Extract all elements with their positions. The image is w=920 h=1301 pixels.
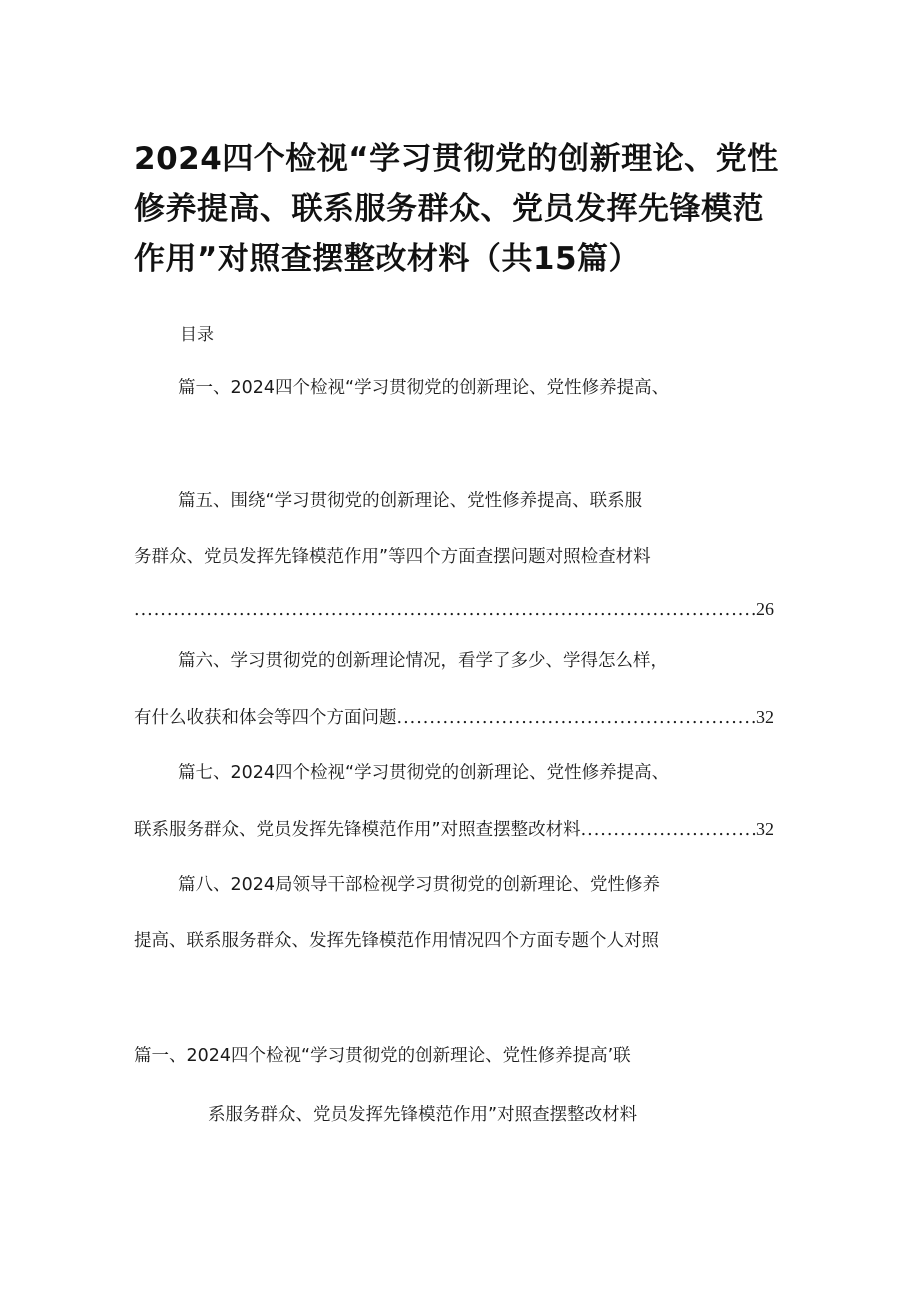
toc-item-7-page: 32	[756, 819, 774, 839]
toc-item-5-page: 26	[756, 599, 774, 619]
toc-item-6-page: 32	[756, 707, 774, 727]
document-title	[134, 134, 794, 284]
toc-item-8-line-1[interactable]: 篇八、2024局领导干部检视学习贯彻党的创新理论、党性修养	[178, 875, 661, 895]
toc-item-5-line-1[interactable]: 篇五、围绕“学习贯彻党的创新理论、党性修养提高、联系服	[178, 491, 643, 511]
toc-item-5-page-row[interactable]	[134, 597, 774, 622]
toc-item-6-line-2-row[interactable]	[134, 705, 774, 730]
toc-item-5-line-2[interactable]: 务群众、党员发挥先锋模范作用”等四个方面查摆问题对照检查材料	[134, 547, 651, 567]
toc-item-7-line-1[interactable]: 篇七、2024四个检视“学习贯彻党的创新理论、党性修养提高、	[178, 763, 670, 783]
toc-item-8-line-2[interactable]: 提高、联系服务群众、发挥先锋模范作用情况四个方面专题个人对照	[134, 931, 659, 951]
toc-item-1-line-1[interactable]: 篇一、2024四个检视“学习贯彻党的创新理论、党性修养提高、	[178, 378, 670, 398]
title-line-2: 修养提高、联系服务群众、党员发挥先锋模范	[134, 191, 764, 227]
title-line-3: 作用”对照查摆整改材料（共15篇）	[134, 241, 641, 277]
toc-item-6-line-1[interactable]: 篇六、学习贯彻党的创新理论情况，看学了多少、学得怎么样，	[178, 651, 668, 671]
toc-item-6-line-2: 有什么收获和体会等四个方面问题	[134, 708, 397, 728]
dot-leader	[134, 598, 756, 622]
title-line-1: 2024四个检视“学习贯彻党的创新理论、党性	[134, 141, 779, 177]
dot-leader	[397, 706, 757, 730]
section-1-heading-line-1: 篇一、2024四个检视“学习贯彻党的创新理论、党性修养提高’联	[134, 1046, 631, 1066]
dot-leader	[581, 818, 756, 842]
section-1-heading-line-2: 系服务群众、党员发挥先锋模范作用”对照查摆整改材料	[208, 1105, 638, 1125]
toc-item-7-line-2-row[interactable]	[134, 817, 774, 842]
toc-item-7-line-2: 联系服务群众、党员发挥先锋模范作用”对照查摆整改材料	[134, 820, 581, 840]
toc-heading: 目录	[180, 325, 214, 345]
